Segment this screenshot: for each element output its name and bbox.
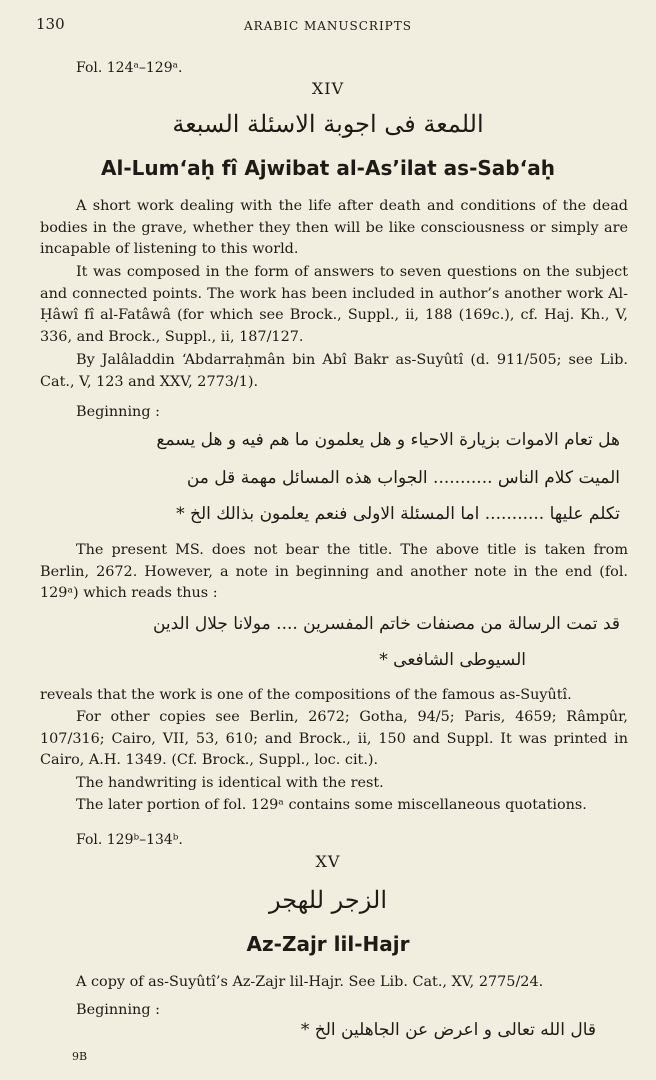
entry2-folio: Fol. 129ᵇ–134ᵇ. — [76, 832, 183, 848]
entry1-beginning-line-3: تكلم عليها ........... اما المسئلة الاولى فنعم يعلمون بذالك الخ * — [176, 504, 620, 524]
page-number: 130 — [36, 15, 65, 33]
entry2-number: XV — [315, 852, 341, 871]
entry1-paragraph-3: By Jalâladdin ‘Abdarraḥmân bin Abî Bakr as-Suyûtî (d. 911/505; see Lib. Cat., V, 123 and XXV, 2773/1). — [40, 352, 628, 390]
entry1-beginning-line-2: الميت كلام الناس ........... الجواب هذه المسائل مهمة قل من — [186, 468, 620, 488]
entry1-beginning-line-1: هل تعام الاموات بزيارة الاحياء و هل يعلمون ما هم فيه و هل يسمع — [156, 430, 620, 450]
entry1-paragraph-1: A short work dealing with the life after death and conditions of the dead bodies in the grave, whether they then will be like consciousness or simply are incapable of listening to this world. — [40, 198, 628, 257]
entry2-beginning-line: قال الله تعالى و اعرض عن الجاهلين الخ * — [300, 1020, 596, 1040]
entry1-number: XIV — [311, 79, 345, 98]
entry2-copy-line: A copy of as-Suyûtî’s Az-Zajr lil-Hajr. See Lib. Cat., XV, 2775/24. — [76, 974, 544, 990]
entry2-arabic-title: الزجر للهجر — [269, 886, 387, 914]
entry2-beginning-label: Beginning : — [76, 1002, 160, 1018]
entry1-handwriting: The handwriting is identical with the rest. — [76, 775, 384, 791]
entry1-paragraph-2: It was composed in the form of answers to seven questions on the subject and connected points. The work has been included in author’s another work Al-Ḥâwî fî al-Fatâwâ (for which see Brock., Suppl., ii, 188 (169c.), cf. Haj. Kh., V, 336, and Brock., Suppl., ii, 187/127. — [40, 264, 628, 345]
entry2-title: Az-Zajr lil-Hajr — [246, 932, 410, 956]
entry1-later-portion: The later portion of fol. 129ᵃ contains some miscellaneous quotations. — [76, 797, 587, 813]
entry1-title: Al-Lum‘aḥ fî Ajwibat al-As’ilat as-Sab‘aḥ — [101, 156, 555, 180]
entry1-copies: For other copies see Berlin, 2672; Gotha, 94/5; Paris, 4659; Râmpûr, 107/316; Cairo, VII, 53, 610; and Brock., ii, 150 and Suppl. It was printed in Cairo, A.H. 1349. (Cf. Brock., Suppl., loc. cit.). — [40, 709, 628, 768]
entry1-beginning-label: Beginning : — [76, 404, 160, 420]
running-title: ARABIC MANUSCRIPTS — [244, 19, 412, 33]
entry1-arabic-title: اللمعة فى اجوبة الاسئلة السبعة — [172, 110, 484, 138]
entry1-folio: Fol. 124ᵃ–129ᵃ. — [76, 60, 183, 76]
entry1-title-note: The present MS. does not bear the title. The above title is taken from Berlin, 2672. However, a note in beginning and another note in the end (fol. 129ᵃ) which reads thus : — [40, 542, 628, 601]
entry1-note-line-1: قد تمت الرسالة من مصنفات خاتم المفسرين .... مولانا جلال الدين — [152, 614, 620, 634]
signature-mark: 9B — [72, 1050, 88, 1063]
entry1-reveal-line: reveals that the work is one of the compositions of the famous as-Suyûtî. — [40, 687, 572, 703]
entry1-note-line-2: السيوطى الشافعى * — [379, 650, 526, 670]
